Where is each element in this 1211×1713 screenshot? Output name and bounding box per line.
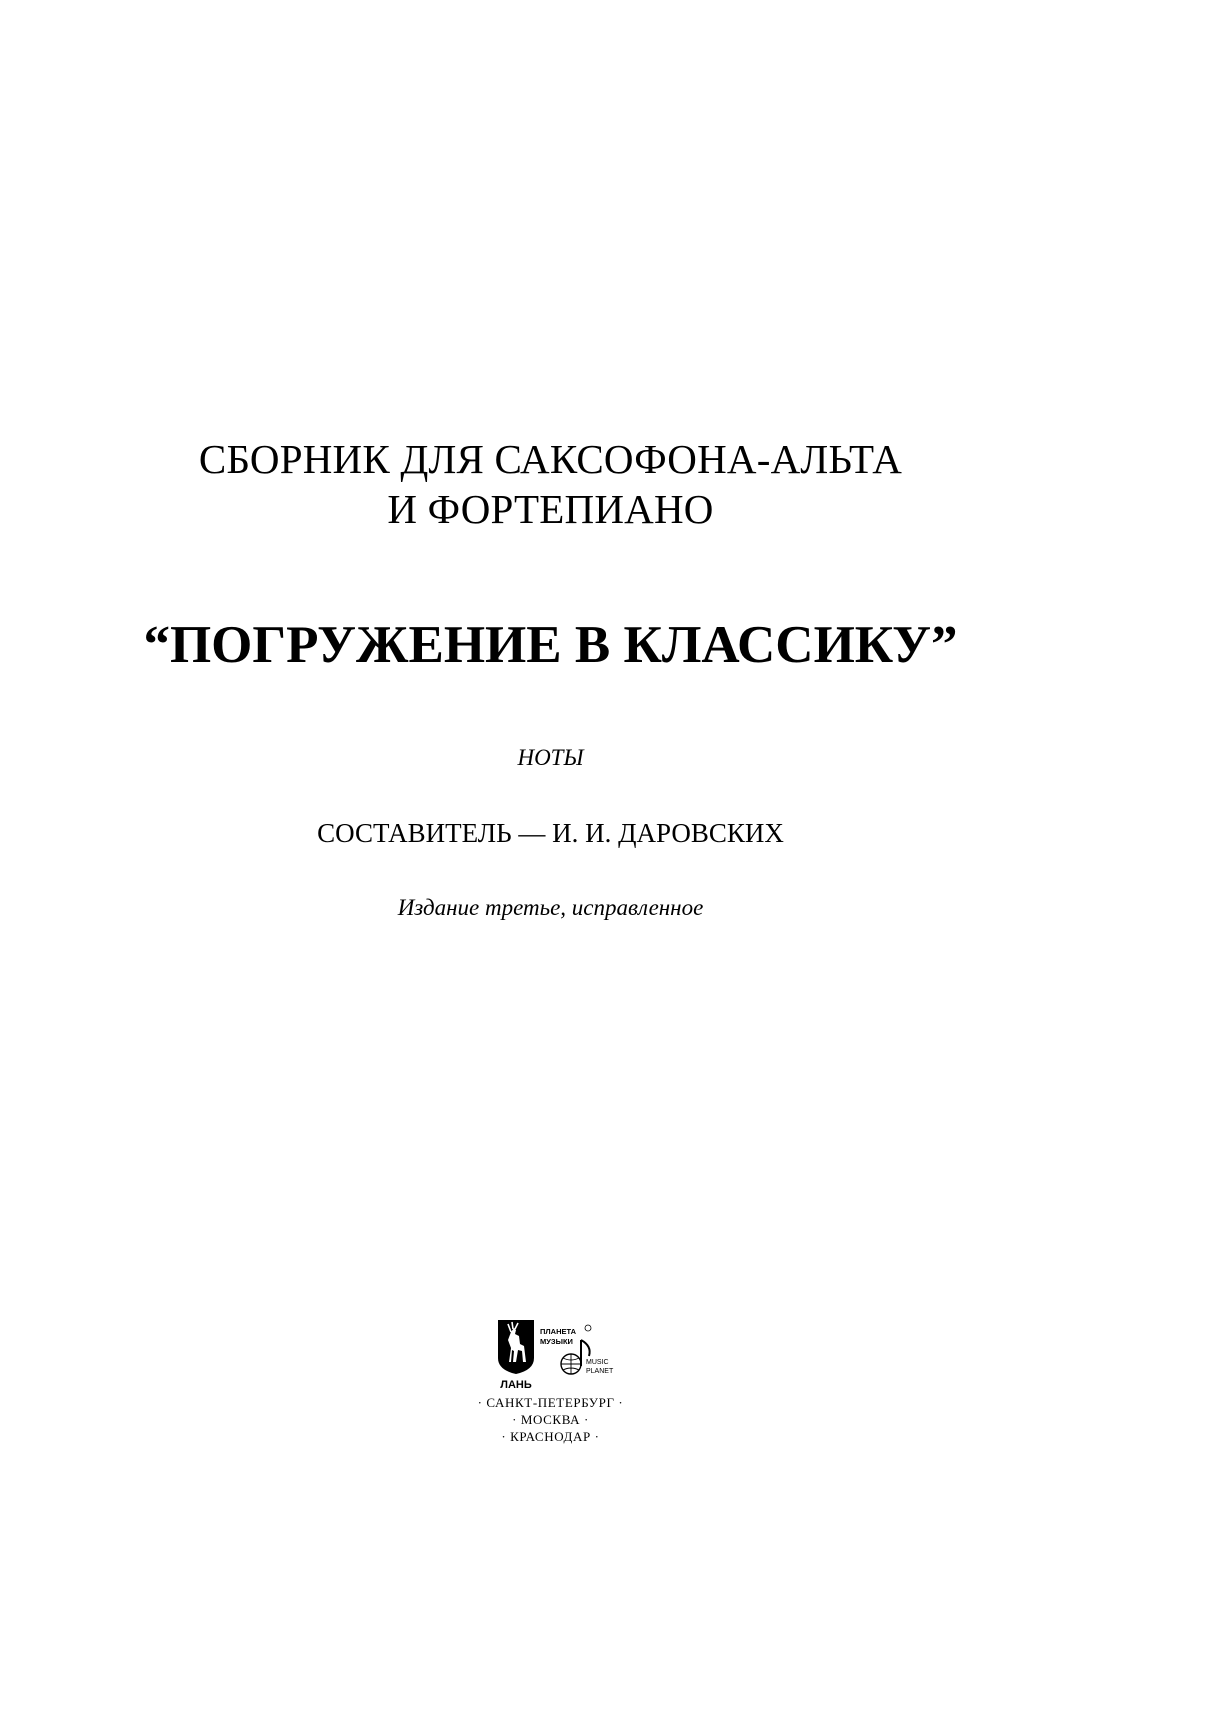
music-planet-label-1: ПЛАНЕТА [540,1327,577,1336]
genre-label: НОТЫ [517,745,584,770]
music-planet-logo-icon [540,1325,614,1375]
music-planet-label-3: MUSIC [586,1359,609,1366]
lan-logo-text: ЛАНЬ [500,1379,532,1390]
publisher-logos-svg [496,1318,626,1390]
main-title: “ПОГРУЖЕНИЕ В КЛАССИКУ” [143,616,958,674]
city-krasnodar: · КРАСНОДАР · [501,1429,600,1444]
subtitle-line-2: И ФОРТЕПИАНО [387,486,714,532]
music-planet-label-2: МУЗЫКИ [540,1337,573,1346]
publisher-logos [496,1318,626,1390]
note-flag-icon [581,1340,590,1356]
compiler-line: СОСТАВИТЕЛЬ — И. И. ДАРОВСКИХ [317,818,784,848]
registered-mark-icon [585,1325,591,1331]
lan-logo-icon [498,1320,534,1390]
city-saint-petersburg: · САНКТ-ПЕТЕРБУРГ · [477,1395,624,1410]
music-planet-label-4: PLANET [586,1368,614,1375]
city-moscow: · МОСКВА · [512,1412,589,1427]
edition-line: Издание третье, исправленное [397,895,704,920]
subtitle-line-1: СБОРНИК ДЛЯ САКСОФОНА-АЛЬТА [198,436,903,482]
